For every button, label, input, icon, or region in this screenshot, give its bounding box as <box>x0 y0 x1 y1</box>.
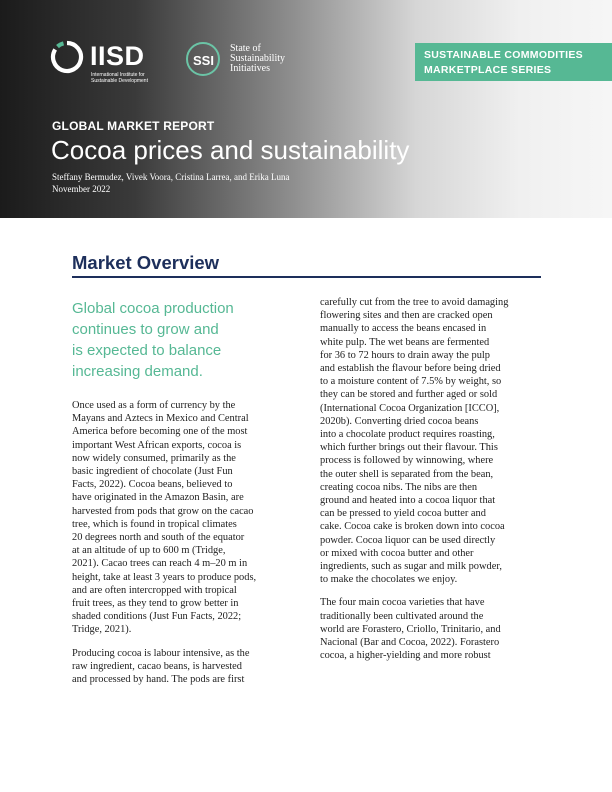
text-line: to make the chocolates we enjoy. <box>320 574 458 586</box>
text-line: process is followed by winnowing, where <box>320 455 494 467</box>
report-date: November 2022 <box>52 184 111 194</box>
body-paragraph <box>320 296 545 586</box>
text-line: basic ingredient of chocolate (Just Fun <box>72 466 233 478</box>
text-line: fruit trees, as they tend to grow better in <box>72 598 239 610</box>
text-line: Nacional (Bar and Cocoa, 2022). Forastero <box>320 637 500 649</box>
section-divider <box>72 276 541 278</box>
text-line: at an altitude of up to 600 m (Tridge, <box>72 545 226 557</box>
text-line: important West African exports, cocoa is <box>72 439 242 451</box>
report-title: Cocoa prices and sustainability <box>51 135 410 165</box>
text-line: Producing cocoa is labour intensive, as the <box>72 647 250 659</box>
text-line: now widely consumed, primarily as the <box>72 452 236 464</box>
text-line: and establish the flavour before being dried <box>320 363 501 375</box>
text-line: which further brings out their flavour. This <box>320 442 498 454</box>
text-line: Mayans and Aztecs in Mexico and Central <box>72 413 249 425</box>
text-line: The four main cocoa varieties that have <box>320 597 485 609</box>
text-line: shaded conditions (Just Fun Facts, 2022; <box>72 611 242 623</box>
text-line: and are often intercropped with tropical <box>72 584 237 596</box>
report-header <box>0 0 612 218</box>
text-line: powder. Cocoa liquor can be used directly <box>320 534 496 546</box>
text-line: manually to access the beans encased in <box>320 323 487 335</box>
text-line: America before becoming one of the most <box>72 426 248 438</box>
text-line: into a chocolate product requires roasting, <box>320 429 495 441</box>
text-line: flowering sites and then are cracked open <box>320 310 493 322</box>
text-line: Once used as a form of currency by the <box>72 400 236 411</box>
text-line: raw ingredient, cacao beans, is harvested <box>72 660 242 672</box>
text-line: the outer shell is separated from the bean, <box>320 468 494 480</box>
text-line: harvested from pods that grow on the cacao <box>72 505 254 517</box>
iisd-full-name: International Institute for Sustainable Development <box>91 72 148 84</box>
text-line: creating cocoa nibs. The nibs are then <box>320 481 478 493</box>
right-column <box>320 296 545 662</box>
section-title: Market Overview <box>72 252 220 273</box>
body-paragraph <box>72 399 287 637</box>
text-line: ingredients, such as sugar and milk powder, <box>320 561 502 573</box>
text-line: and processed by hand. The pods are first <box>72 674 245 686</box>
text-line: white pulp. The wet beans are fermented <box>320 336 490 348</box>
text-line: to a moisture content of 7.5% by weight, so <box>320 376 502 388</box>
text-line: Facts, 2022). Cocoa beans, believed to <box>72 479 233 491</box>
text-line: cake. Cocoa cake is broken down into cocoa <box>320 521 505 533</box>
text-line: have originated in the Amazon Basin, are <box>72 492 244 504</box>
text-line: cocoa, a higher-yielding and more robust <box>320 650 491 662</box>
body-paragraph <box>320 596 545 662</box>
text-line: world are Forastero, Criollo, Trinitario, and <box>320 623 501 635</box>
text-line: (International Cocoa Organization [ICCO], <box>320 402 500 414</box>
text-line: or mixed with cocoa butter and other <box>320 547 474 559</box>
text-line: can be pressed to yield cocoa butter and <box>320 508 486 520</box>
text-line: 20 degrees north and south of the equator <box>72 532 245 544</box>
text-line: height, take at least 3 years to produce pods, <box>72 571 257 583</box>
series-line: MARKETPLACE SERIES <box>424 64 552 76</box>
ssi-initials: SSI <box>193 53 214 68</box>
lead-paragraph: Global cocoa production continues to grow and is expected to balance increasing demand. <box>72 300 234 380</box>
report-authors: Steffany Bermudez, Vivek Voora, Cristina Larrea, and Erika Luna <box>52 172 290 182</box>
series-banner <box>415 43 612 81</box>
left-column <box>72 399 287 686</box>
text-line: ground and heated into a cocoa liquor that <box>320 495 496 507</box>
text-line: tree, which is found in tropical climates <box>72 518 237 530</box>
text-line: Tridge, 2021). <box>72 624 132 636</box>
text-line: 2020b). Converting dried cocoa beans <box>320 415 479 427</box>
body-paragraph <box>72 647 287 687</box>
text-line: for 36 to 72 hours to drain away the pulp <box>320 349 490 361</box>
text-line: they can be stored and further aged or sold <box>320 389 498 401</box>
ssi-name: State of Sustainability Initiatives <box>230 43 285 74</box>
text-line: carefully cut from the tree to avoid damaging <box>320 297 509 308</box>
text-line: traditionally been cultivated around the <box>320 610 484 622</box>
iisd-acronym: IISD <box>90 41 145 71</box>
series-line: SUSTAINABLE COMMODITIES <box>424 49 583 61</box>
text-line: 2021). Cacao trees can reach 4 m–20 m in <box>72 558 248 570</box>
iisd-ring-icon <box>50 40 84 74</box>
ssi-circle-icon <box>186 42 220 76</box>
report-label: GLOBAL MARKET REPORT <box>52 119 215 133</box>
